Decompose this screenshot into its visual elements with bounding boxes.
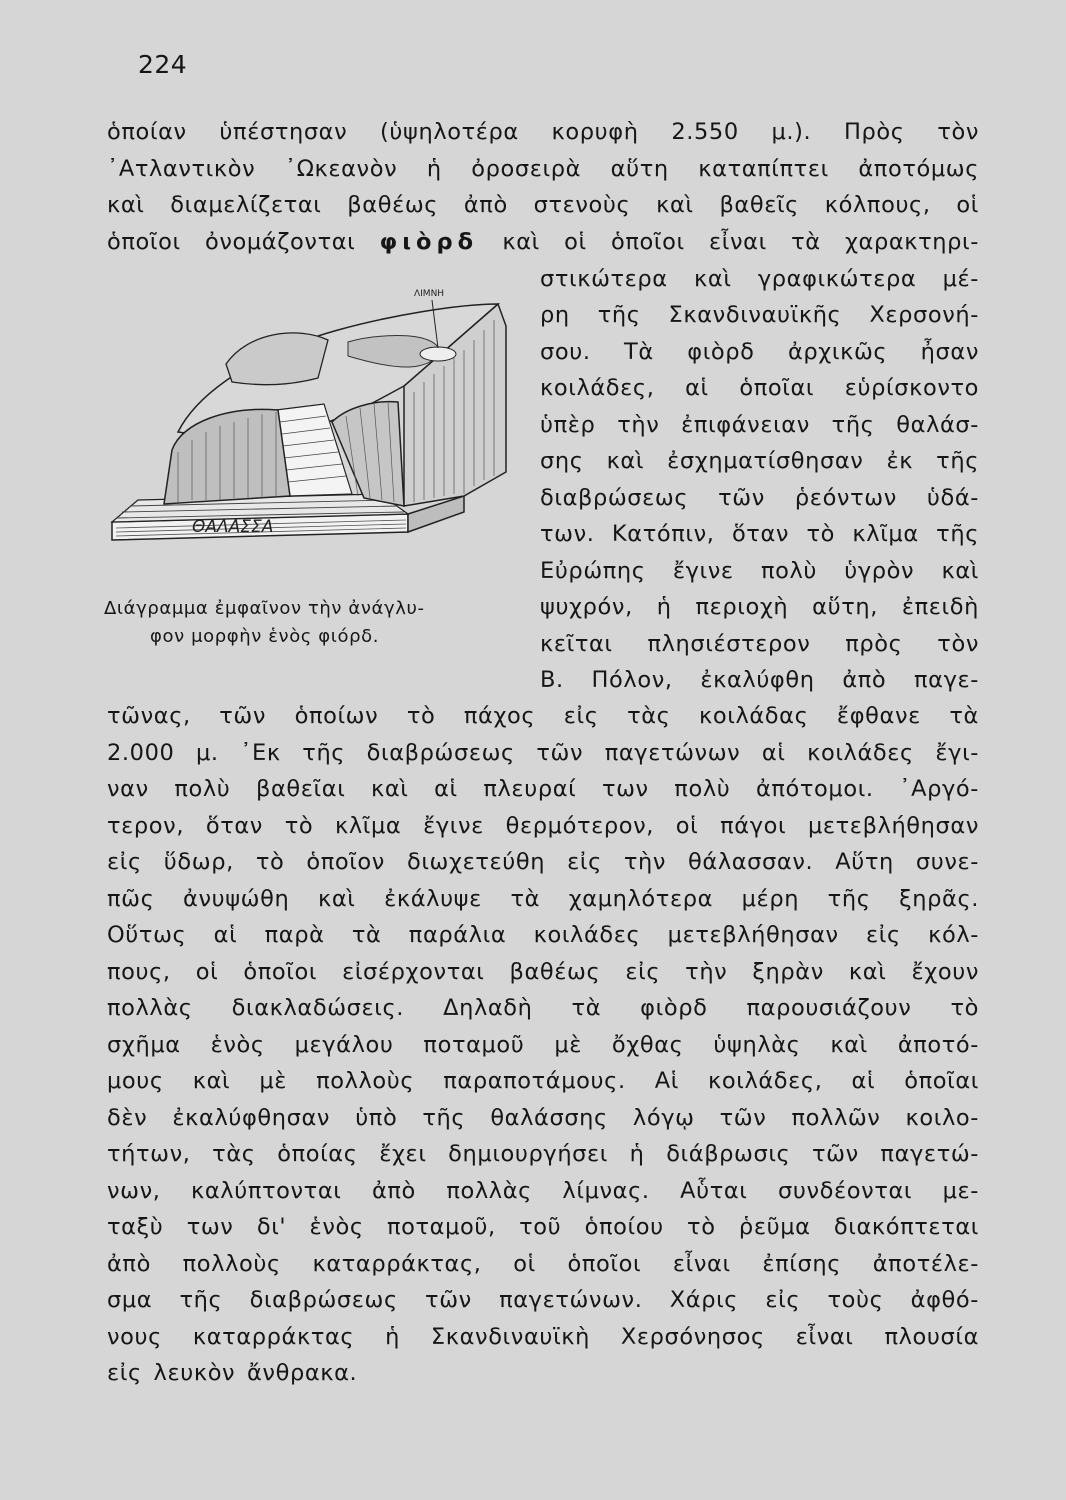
- text-line: ψυχρόν, ἡ περιοχὴ αὕτη, ἐπειδὴ: [540, 594, 979, 620]
- text-line: διαβρώσεως τῶν ῥεόντων ὑδά-: [540, 485, 979, 511]
- text-line: Εὐρώπης ἔγινε πολὺ ὑγρὸν καὶ: [540, 558, 979, 584]
- sea-label: ΘΑΛΑΣΣΑ: [192, 517, 274, 537]
- text-fragment: ὁποῖοι ὀνομάζονται: [107, 229, 356, 255]
- emphasized-term: φιὸρδ: [379, 229, 479, 255]
- text-line: καὶ διαμελίζεται βαθέως ἀπὸ στενοὺς καὶ βαθεῖς κόλπους, οἱ: [107, 192, 979, 218]
- text-line: ρη τῆς Σκανδιναυϊκῆς Χερσονή-: [540, 302, 979, 328]
- text-line: πῶς ἀνυψώθη καὶ ἐκάλυψε τὰ χαμηλότερα μέρη τῆς ξηρᾶς.: [107, 886, 979, 912]
- lake-label: ΛΙΜΝΗ: [414, 289, 445, 299]
- text-line: κεῖται πλησιέστερον πρὸς τὸν: [540, 631, 979, 657]
- text-line: των. Κατόπιν, ὅταν τὸ κλῖμα τῆς: [540, 521, 979, 547]
- text-fragment: καὶ οἱ ὁποῖοι εἶναι τὰ χαρακτηρι-: [502, 229, 979, 255]
- text-line: ἀπὸ πολλοὺς καταρράκτας, οἱ ὁποῖοι εἶναι ἐπίσης ἀποτέλε-: [107, 1251, 979, 1277]
- text-line: τερον, ὅταν τὸ κλῖμα ἔγινε θερμότερον, οἱ πάγοι μετεβλήθησαν: [107, 813, 979, 839]
- text-line: Β. Πόλον, ἐκαλύφθη ἀπὸ παγε-: [540, 667, 979, 693]
- text-line: σου. Τὰ φιὸρδ ἀρχικῶς ἦσαν: [540, 339, 979, 365]
- text-line: ὁποίαν ὑπέστησαν (ὑψηλοτέρα κορυφὴ 2.550 μ.). Πρὸς τὸν: [107, 119, 979, 145]
- figure-caption: φον μορφὴν ἑνὸς φιόρδ.: [150, 626, 380, 647]
- fjord-diagram: [108, 282, 520, 580]
- text-line: νους καταρράκτας ἡ Σκανδιναυϊκὴ Χερσόνησος εἶναι πλουσία: [107, 1324, 979, 1350]
- text-line: 2.000 μ. ᾿Εκ τῆς διαβρώσεως τῶν παγετώνων αἱ κοιλάδες ἔγι-: [107, 740, 979, 766]
- text-line: ταξὺ των δι' ἑνὸς ποταμοῦ, τοῦ ὁποίου τὸ ῥεῦμα διακόπτεται: [107, 1214, 979, 1240]
- text-line: ναν πολὺ βαθεῖαι καὶ αἱ πλευραί των πολὺ ἀπότομοι. ᾿Αργό-: [107, 776, 979, 802]
- text-line: νων, καλύπτονται ἀπὸ πολλὰς λίμνας. Αὗται συνδέονται με-: [107, 1178, 979, 1204]
- text-line: κοιλάδες, αἱ ὁποῖαι εὑρίσκοντο: [540, 375, 979, 401]
- text-line: πους, οἱ ὁποῖοι εἰσέρχονται βαθέως εἰς τὴν ξηρὰν καὶ ἔχουν: [107, 959, 979, 985]
- text-line: εἰς λευκὸν ἄνθρακα.: [107, 1360, 358, 1386]
- text-line: ᾿Ατλαντικὸν ᾿Ωκεανὸν ἡ ὀροσειρὰ αὕτη καταπίπτει ἀποτόμως: [107, 156, 979, 182]
- text-line: στικώτερα καὶ γραφικώτερα μέ-: [540, 266, 979, 292]
- text-line: τήτων, τὰς ὁποίας ἔχει δημιουργήσει ἡ διάβρωσις τῶν παγετώ-: [107, 1141, 979, 1167]
- figure-caption: Διάγραμμα ἐμφαῖνον τὴν ἀνάγλυ-: [104, 598, 425, 619]
- text-line: μους καὶ μὲ πολλοὺς παραποτάμους. Αἱ κοιλάδες, αἱ ὁποῖαι: [107, 1068, 979, 1094]
- text-line: σμα τῆς διαβρώσεως τῶν παγετώνων. Χάρις εἰς τοὺς ἀφθό-: [107, 1287, 979, 1313]
- text-line: ὑπὲρ τὴν ἐπιφάνειαν τῆς θαλάσ-: [540, 412, 979, 438]
- text-line-with-term: [107, 227, 979, 257]
- text-line: τῶνας, τῶν ὁποίων τὸ πάχος εἰς τὰς κοιλάδας ἔφθανε τὰ: [107, 703, 979, 729]
- text-line: Οὕτως αἱ παρὰ τὰ παράλια κοιλάδες μετεβλήθησαν εἰς κόλ-: [107, 922, 979, 948]
- text-line: σης καὶ ἐσχηματίσθησαν ἐκ τῆς: [540, 448, 979, 474]
- text-line: πολλὰς διακλαδώσεις. Δηλαδὴ τὰ φιὸρδ παρουσιάζουν τὸ: [107, 995, 979, 1021]
- text-line: εἰς ὕδωρ, τὸ ὁποῖον διωχετεύθη εἰς τὴν θάλασσαν. Αὕτη συνε-: [107, 849, 979, 875]
- page-number: 224: [138, 50, 188, 79]
- text-line: σχῆμα ἑνὸς μεγάλου ποταμοῦ μὲ ὄχθας ὑψηλὰς καὶ ἀποτό-: [107, 1032, 979, 1058]
- text-line: δὲν ἐκαλύφθησαν ὑπὸ τῆς θαλάσσης λόγῳ τῶν πολλῶν κοιλο-: [107, 1105, 979, 1131]
